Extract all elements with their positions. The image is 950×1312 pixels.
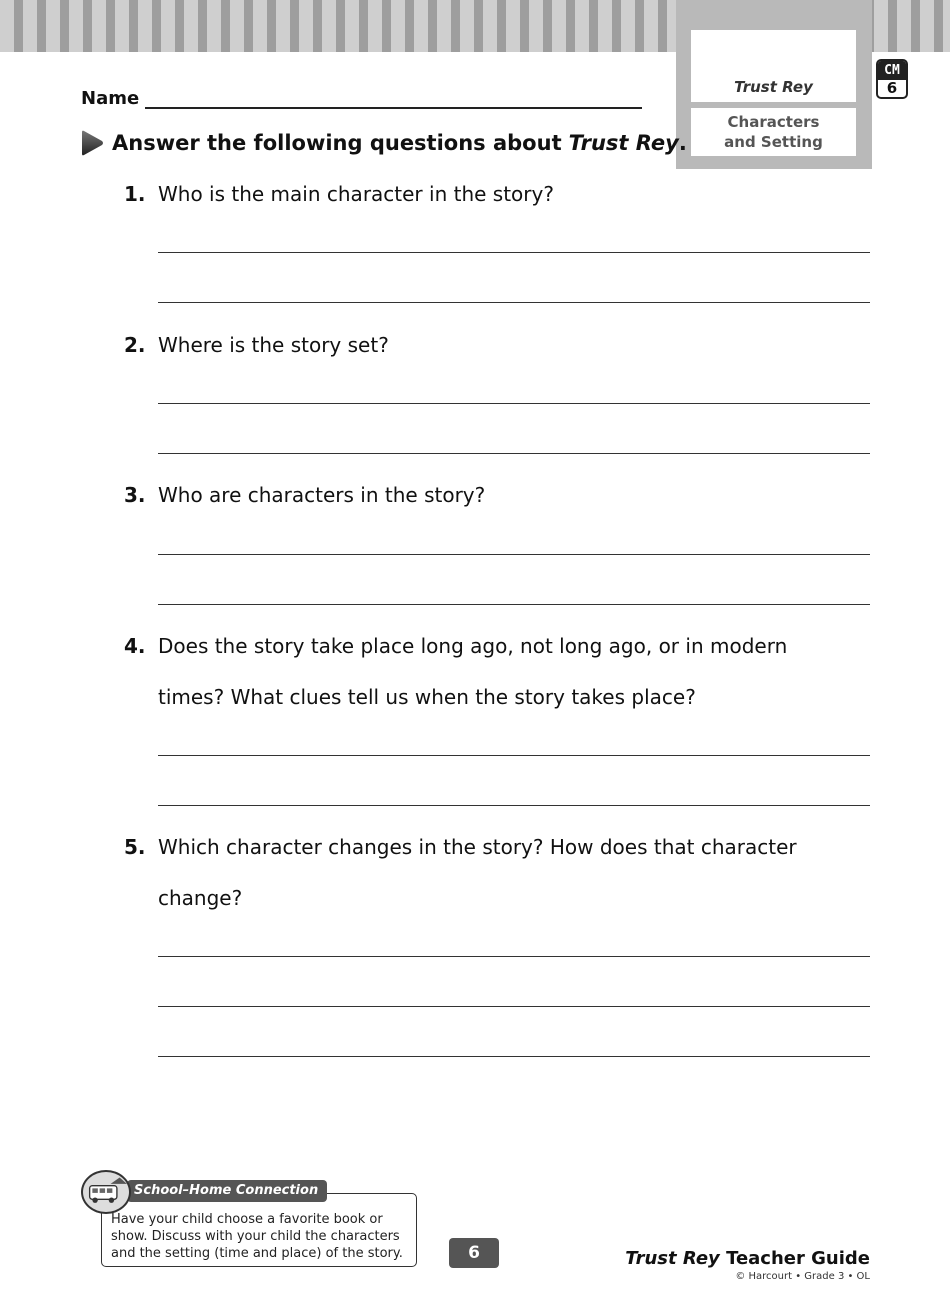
name-field[interactable]	[145, 93, 642, 109]
answer-line[interactable]	[158, 252, 870, 253]
footer-book-title: Trust Rey	[625, 1248, 720, 1269]
question-number: 3.	[124, 483, 146, 507]
story-title-box	[691, 30, 856, 102]
school-home-line: show. Discuss with your child the characters	[111, 1229, 400, 1244]
question-number: 4.	[124, 634, 146, 658]
school-home-text	[111, 1211, 409, 1262]
lesson-header-box	[676, 0, 872, 169]
question-text: change?	[158, 886, 243, 910]
skill-label-line1: Characters	[727, 113, 820, 131]
instruction-story-title: Trust Rey	[568, 131, 679, 155]
school-home-connection-box	[101, 1193, 417, 1267]
question-text: times? What clues tell us when the story takes place?	[158, 685, 696, 709]
answer-line[interactable]	[158, 805, 870, 806]
footer-copyright: © Harcourt • Grade 3 • OL	[735, 1271, 870, 1282]
answer-line[interactable]	[158, 1056, 870, 1057]
name-label: Name	[81, 88, 140, 109]
answer-line[interactable]	[158, 554, 870, 555]
footer-title	[625, 1248, 870, 1269]
school-home-heading: School–Home Connection	[127, 1180, 327, 1202]
instruction-row	[80, 130, 687, 156]
question-text: Where is the story set?	[158, 333, 389, 357]
name-row	[81, 88, 642, 109]
answer-line[interactable]	[158, 755, 870, 756]
answer-line[interactable]	[158, 302, 870, 303]
skill-label-line2: and Setting	[724, 133, 823, 151]
question-text: Which character changes in the story? How does that character	[158, 835, 797, 859]
question-number: 2.	[124, 333, 146, 357]
school-home-line: Have your child choose a favorite book or	[111, 1212, 383, 1227]
answer-line[interactable]	[158, 453, 870, 454]
question-number: 1.	[124, 182, 146, 206]
footer-guide-label: Teacher Guide	[726, 1248, 870, 1269]
answer-line[interactable]	[158, 403, 870, 404]
school-home-line: and the setting (time and place) of the story.	[111, 1246, 403, 1261]
story-title: Trust Rey	[734, 78, 813, 96]
play-arrow-icon	[80, 130, 104, 156]
instruction-text: Answer the following questions about	[112, 131, 562, 155]
answer-line[interactable]	[158, 956, 870, 957]
cm-badge-number: 6	[886, 79, 898, 97]
cm-badge-icon	[876, 59, 908, 99]
page-number: 6	[449, 1238, 499, 1268]
question-text: Does the story take place long ago, not long ago, or in modern	[158, 634, 788, 658]
question-text: Who is the main character in the story?	[158, 182, 554, 206]
answer-line[interactable]	[158, 1006, 870, 1007]
instruction-period: .	[678, 131, 687, 155]
cm-badge-label: CM	[878, 61, 906, 80]
question-text: Who are characters in the story?	[158, 483, 486, 507]
school-bus-icon	[81, 1170, 131, 1214]
question-number: 5.	[124, 835, 146, 859]
skill-label-box	[691, 108, 856, 156]
answer-line[interactable]	[158, 604, 870, 605]
